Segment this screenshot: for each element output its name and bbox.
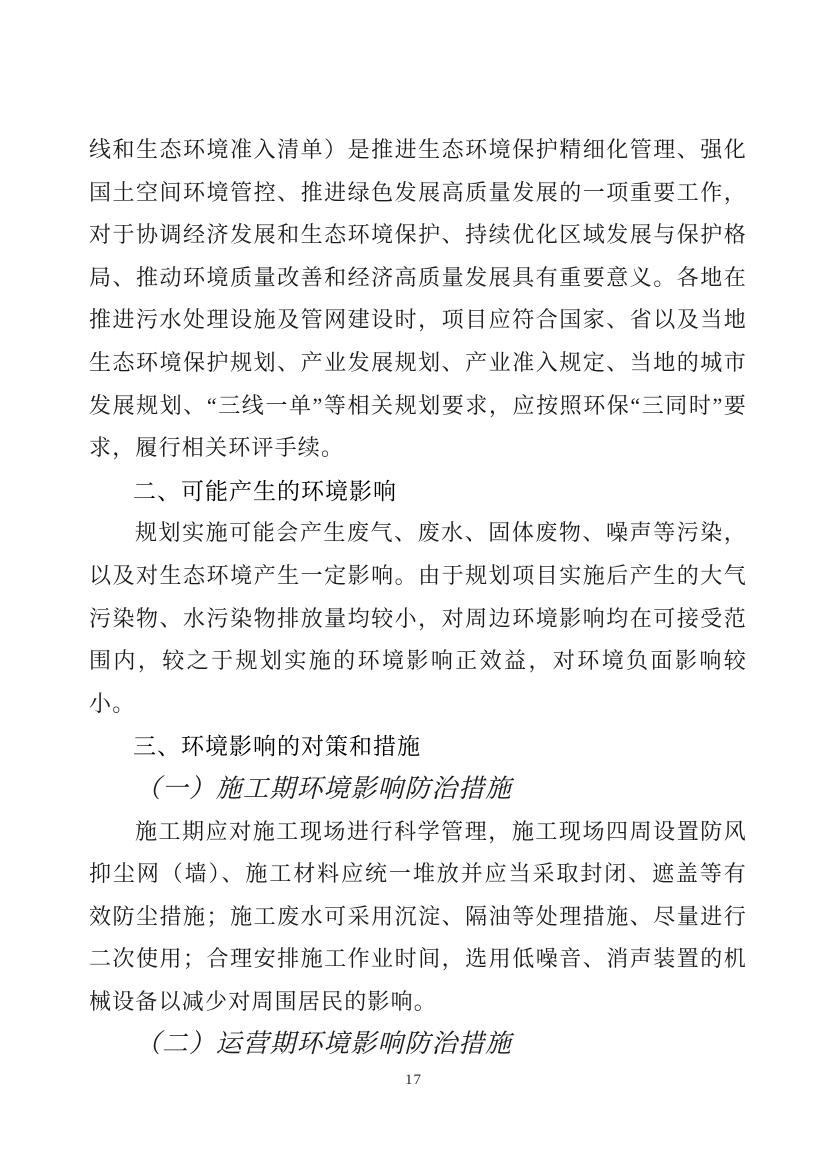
- page-number: 17: [405, 1072, 422, 1088]
- paragraph-planning-continuation: 线和生态环境准入清单）是推进生态环境保护精细化管理、强化国土空间环境管控、推进绿色发展高质量发展的一项重要工作，对于协调经济发展和生态环境保护、持续优化区域发展与保护格局、推动环境质量改善和经济高质量发展具有重要意义。各地在推进污水处理设施及管网建设时，项目应符合国家、省以及当地生态环境保护规划、产业发展规划、产业准入规定、当地的城市发展规划、“三线一单”等相关规划要求，应按照环保“三同时”要求，履行相关环评手续。: [89, 137, 747, 461]
- heading-section-3-countermeasures: 三、环境影响的对策和措施: [133, 733, 421, 760]
- paragraph-construction-measures: 施工期应对施工现场进行科学管理，施工现场四周设置防风抑尘网（墙）、施工材料应统一堆放并应当采取封闭、遮盖等有效防尘措施；施工废水可采用沉淀、隔油等处理措施、尽量进行二次使用；合理安排施工作业时间，选用低噪音、消声装置的机械设备以减少对周围居民的影响。: [89, 818, 747, 1014]
- heading-section-2-environmental-impacts: 二、可能产生的环境影响: [133, 477, 397, 504]
- subheading-construction-phase-measures: （一）施工期环境影响防治措施: [135, 773, 513, 803]
- subheading-operation-phase-measures: （二）运营期环境影响防治措施: [135, 1029, 513, 1059]
- document-body: [89, 129, 747, 1066]
- paragraph-possible-impacts: 规划实施可能会产生废气、废水、固体废物、噪声等污染，以及对生态环境产生一定影响。由于规划项目实施后产生的大气污染物、水污染物排放量均较小，对周边环境影响均在可接受范围内，较之于规划实施的环境影响正效益，对环境负面影响较小。: [89, 520, 747, 716]
